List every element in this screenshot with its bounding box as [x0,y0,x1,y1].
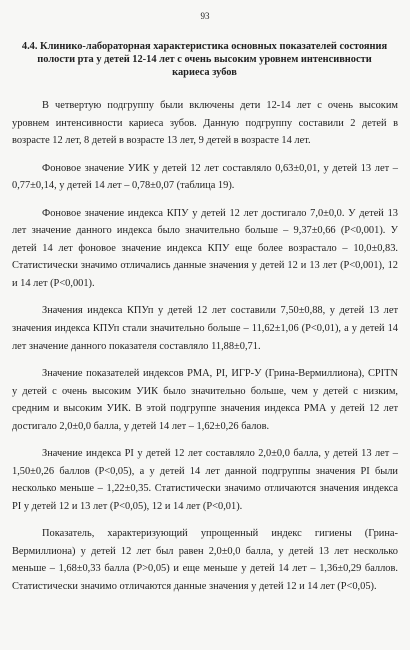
paragraph-kpu-index: Фоновое значение индекса КПУ у детей 12 лет достигало 7,0±0,0. У детей 13 лет значение данного индекса было значительно больше – 9,37±0,66 (Р<0,001). У детей 14 лет фоновое значение индекса КПУ еще более возрастало – 10,0±0,83. Статистически значимо отличались данные значения у детей 12 и 13 лет (Р<0,001), 12 и 14 лет (Р<0,001). [12,207,398,289]
paragraph-pma-index: Значение показателей индексов РМА, PI, ИГР-У (Грина-Вермиллиона), CPITN у детей с очень высоким УИК было значительно больше, чем у детей с низким, средним и высоким УИК. В этой подгруппе значения индекса РМА у детей 12 лет достигало 2,0±0,0 балла, у детей 14 лет – 1,62±0,26 балов. [12,367,398,432]
paragraph-pi-index: Значение индекса PI у детей 12 лет составляло 2,0±0,0 балла, у детей 13 лет – 1,50±0,26 баллов (Р<0,05), а у детей 14 лет данной подгруппы значения PI были несколько меньше – 1,22±0,35. Статистически значимо отличаются значения индекса PI у детей 12 и 13 лет (Р<0,05), 12 и 14 лет (Р<0,01). [12,448,398,512]
paragraph-subgroup-composition: В четвертую подгруппу были включены дети 12-14 лет с очень высоким уровнем интенсивности кариеса зубов. Данную подгруппу составили 2 детей в возрасте 12 лет, 8 детей в возрасте 13 лет, 9 детей в возрасте 14 лет. [12,100,398,147]
paragraph-kpup-index: Значения индекса КПУп у детей 12 лет составили 7,50±0,88, у детей 13 лет значения индекса КПУп стали значительно больше – 11,62±1,06 (Р<0,01), а у детей 14 лет значение данного показателя составляло 11,88±0,71. [12,305,398,352]
body-text [12,97,398,605]
paragraph-uik-values: Фоновое значение УИК у детей 12 лет составляло 0,63±0,01, у детей 13 лет – 0,77±0,14, у детей 14 лет – 0,78±0,07 (таблица 19). [12,162,398,192]
page-number: 93 [200,11,210,21]
paragraph-hygiene-index: Показатель, характеризующий упрощенный индекс гигиены (Грина-Вермиллиона) у детей 12 лет был равен 2,0±0,0 балла, у детей 13 лет несколько меньше – 1,68±0,33 балла (Р>0,05) и еще меньше у детей 14 лет – 1,36±0,29 баллов. Статистически значимо отличаются данные значения у детей 12 и 14 лет (Р<0,05). [12,528,398,593]
section-heading: 4.4. Клинико-лабораторная характеристика основных показателей состояния полости рта у детей 12-14 лет с очень высоким уровнем интенсивности кариеса зубов [21,41,388,78]
